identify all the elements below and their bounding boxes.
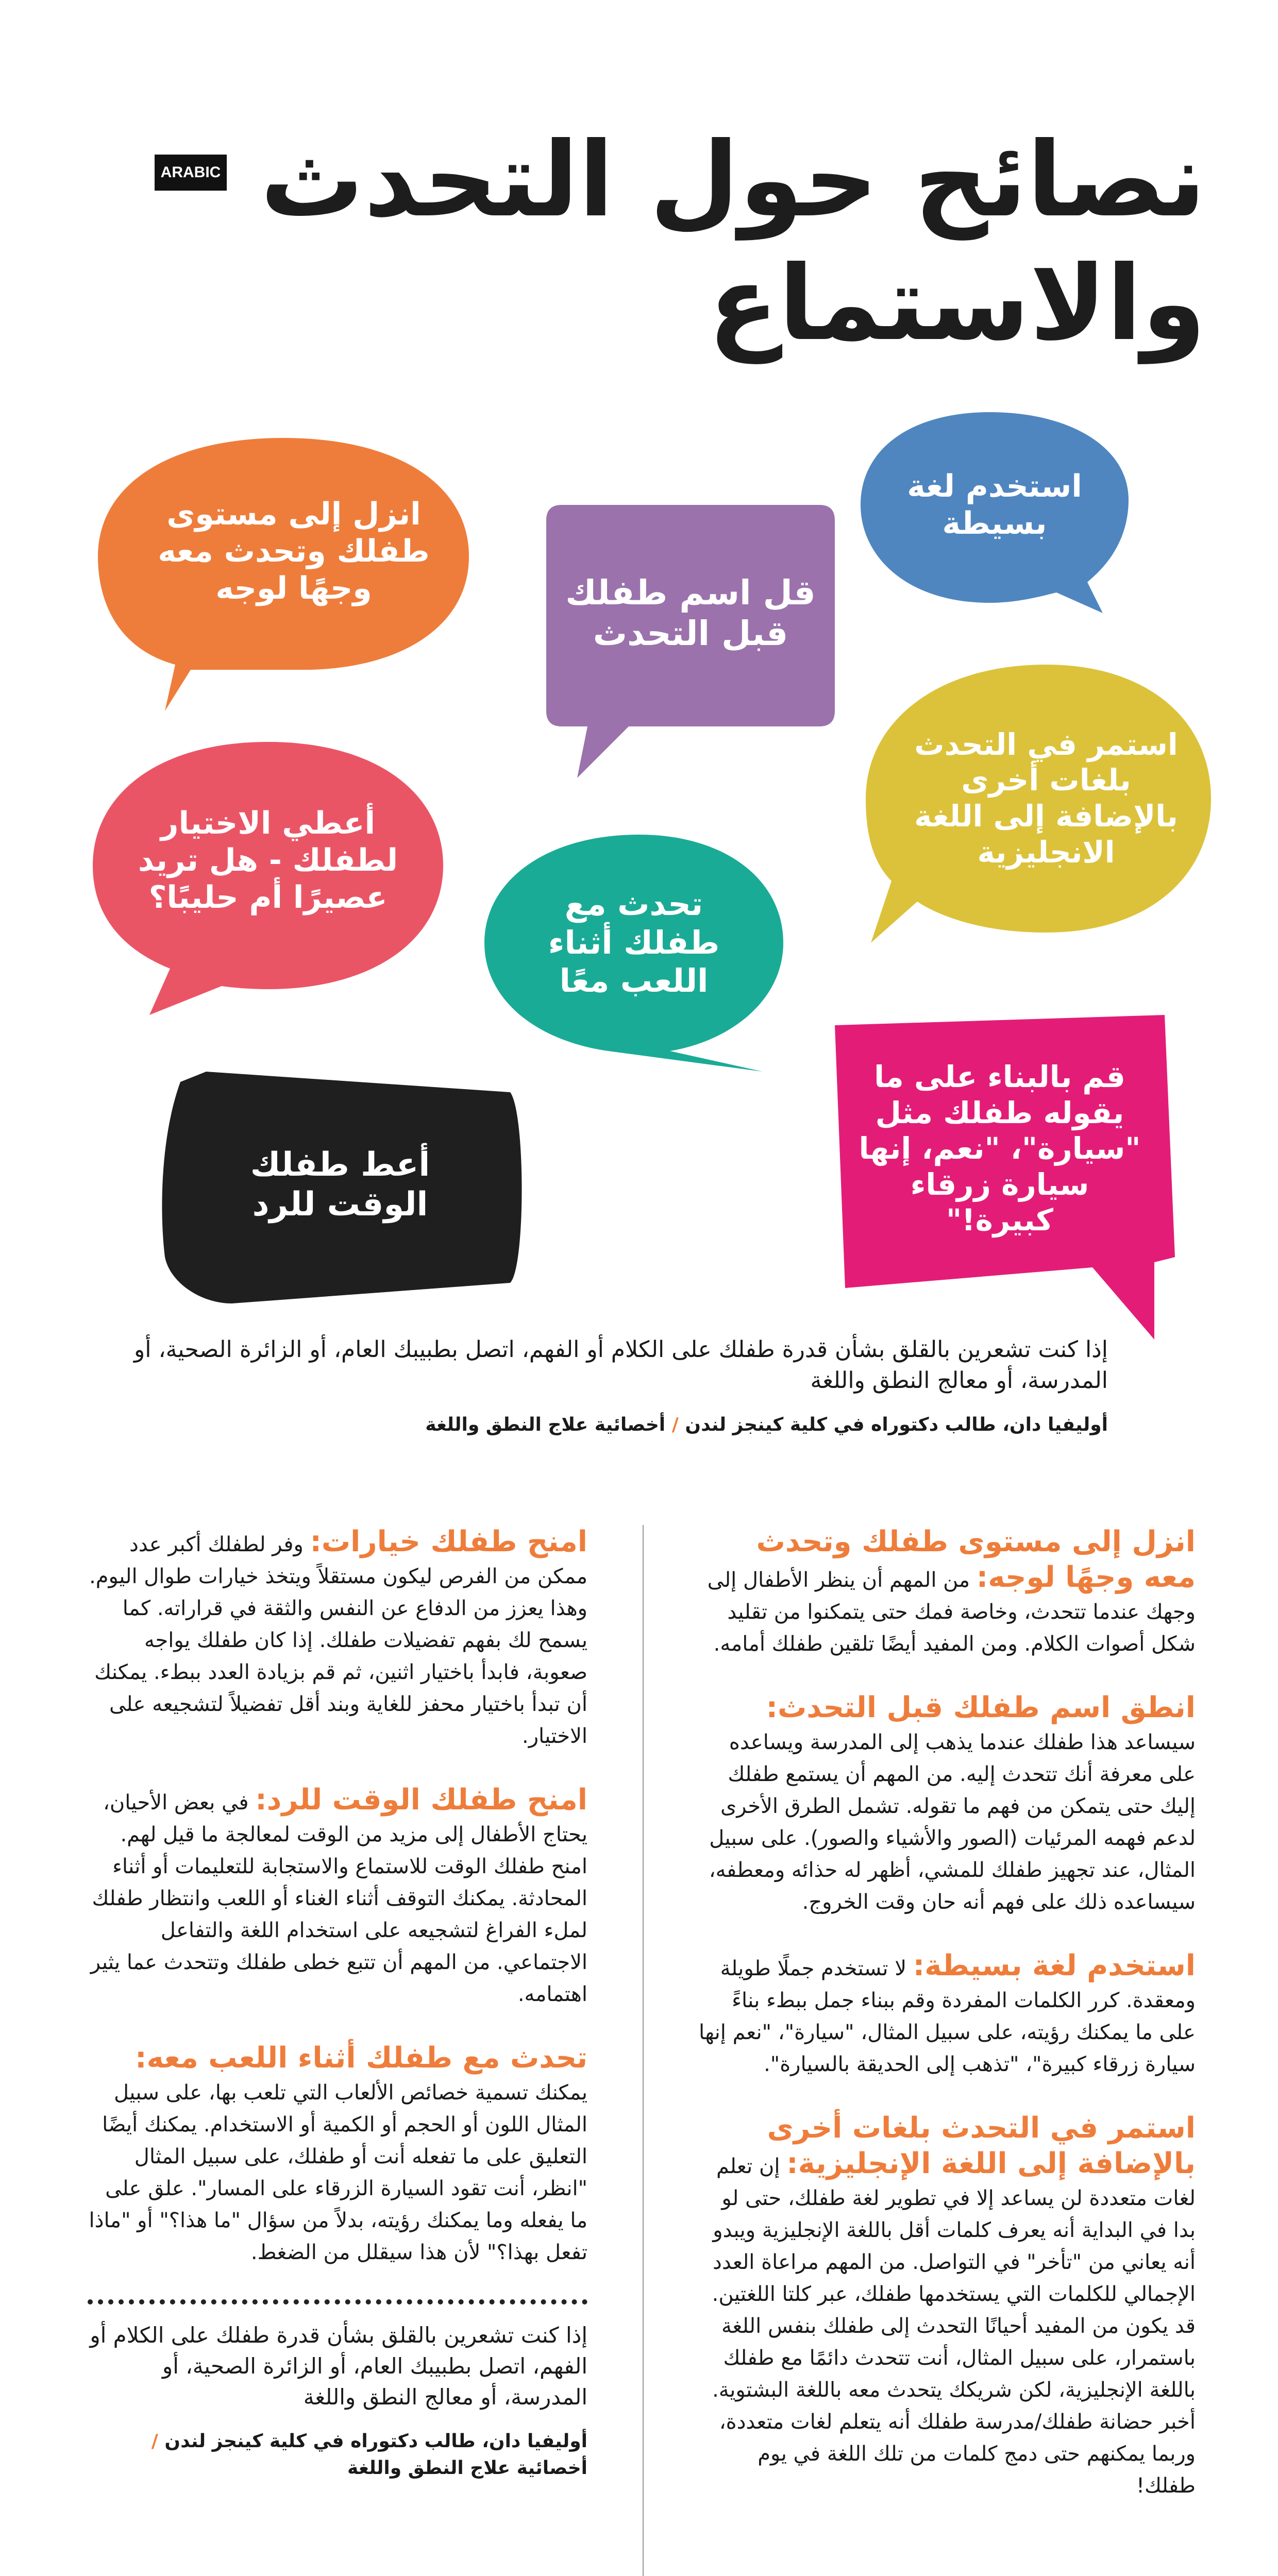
bubble-text: قل اسم طفلك قبل التحدث xyxy=(565,572,816,653)
bubble-talk-play xyxy=(474,824,794,1077)
bubble-build-on xyxy=(814,1010,1185,1345)
column-divider xyxy=(643,1525,644,2576)
tips-column-left xyxy=(88,1525,587,2482)
tip-body: يمكنك تسمية خصائص الألعاب التي تلعب بها، على سبيل المثال اللون أو الحجم أو الكمية أو الاستخدام. يمكنك أيضًا التعليق على ما تفعله أنت أو طفلك، على سبيل المثال "انظر، أنت تقود السيارة الزرقاء على المسار". علق على ما يفعله وما يمكنك رؤيته، بدلاً من سؤال "ما هذا؟" أو "ماذا تفعل بهذا؟" لأن هذا سيقلل من الضغط. xyxy=(89,2081,587,2264)
tip-heading: انزل إلى مستوى طفلك وتحدث معه وجهًا لوجه: xyxy=(756,1525,1196,1594)
language-badge: ARABIC xyxy=(155,155,227,191)
tip-heading: امنح طفلك الوقت للرد: xyxy=(255,1783,587,1817)
tip-section xyxy=(696,1691,1196,1918)
tip-heading: امنح طفلك خيارات: xyxy=(310,1525,587,1558)
bubble-give-choice xyxy=(82,732,453,1020)
author-role: أخصائية علاج النطق واللغة xyxy=(347,2458,587,2479)
author-role: أخصائية علاج النطق واللغة xyxy=(425,1414,666,1435)
page-title xyxy=(175,118,1206,366)
bubble-text: أعط طفلك الوقت للرد xyxy=(250,1146,430,1224)
tip-body: إن تعلم لغات متعددة لن يساعد إلا في تطوير لغة طفلك، حتى لو بدا في البداية أنه يعرف كلمات أقل باللغة الإنجليزية ويبدو أنه يعاني من "تأخر" في التواصل. من المهم مراعاة العدد الإجمالي للكلمات التي يستخدمها طفلك، عبر كلتا اللغتين. قد يكون من المفيد أحيانًا التحدث إلى طفلك بنفس اللغة باستمرار، على سبيل المثال، أنت تتحدث دائمًا مع طفلك باللغة الإنجليزية، لكن شريكك يتحدث معه باللغة البشتوية. أخبر حضانة طفلك/مدرسة طفلك أنه يتعلم لغات متعددة، وربما يمكنهم حتى دمج كلمات من تلك اللغة في يوم طفلك! xyxy=(712,2155,1196,2498)
tip-body: لا تستخدم جملًا طويلة ومعقدة. كرر الكلمات المفردة وقم ببناء جمل ببطء بناءً على ما يمكنك رؤيته، على سبيل المثال، "سيارة"، "نعم إنها سيارة زرقاء كبيرة"، "تذهب إلى الحديقة بالسيارة". xyxy=(699,1957,1196,2076)
bubble-other-languages xyxy=(850,654,1221,953)
author-name: أوليفيا دان، طالب دكتوراه في كلية كينجز لندن xyxy=(685,1414,1108,1435)
title-line-1: نصائح حول التحدث xyxy=(260,120,1206,240)
tip-heading: تحدث مع طفلك أثناء اللعب معه: xyxy=(135,2041,587,2075)
bubble-say-name xyxy=(531,495,840,783)
tip-body: وفر لطفلك أكبر عدد ممكن من الفرص ليكون مستقلاً ويتخذ خيارات طوال اليوم. وهذا يعزز من الدفاع عن النفس والثقة في قراراته. كما يسمح لك بفهم تفضيلات طفلك. إذا كان طفلك يواجه صعوبة، فابدأ باختيار اثنين، ثم قم بزيادة العدد ببطء. يمكنك أن تبدأ باختيار محفز للغاية وبند أقل تفضيلاً لتشجيعه على الاختيار. xyxy=(89,1533,587,1748)
author-byline xyxy=(88,2428,587,2482)
intro-text: إذا كنت تشعرين بالقلق بشأن قدرة طفلك على الكلام أو الفهم، اتصل بطبيبك العام، أو الزائرة الصحية، أو المدرسة، أو معالج النطق واللغة xyxy=(133,1336,1108,1394)
tips-column-right xyxy=(696,1525,1196,2533)
tip-body: من المهم أن ينظر الأطفال إلى وجهك عندما تتحدث، وخاصة فمك حتى يتمكنوا من تقليد شكل أصوات الكلام. ومن المفيد أيضًا تلقين طفلك أمامه. xyxy=(707,1568,1196,1656)
tip-section xyxy=(88,2041,587,2268)
author-name: أوليفيا دان، طالب دكتوراه في كلية كينجز لندن xyxy=(164,2431,587,2452)
bubble-text: استخدم لغة بسيطة xyxy=(907,468,1082,541)
tip-heading: استخدم لغة بسيطة: xyxy=(913,1949,1196,1982)
bubble-give-time xyxy=(149,1061,531,1319)
author-byline xyxy=(103,1414,1108,1435)
bubble-get-down xyxy=(88,428,479,716)
tip-heading: انطق اسم طفلك قبل التحدث: xyxy=(766,1691,1196,1724)
bubble-text: أعطي الاختيار لطفلك - هل تريد عصيرًا أم حليبًا؟ xyxy=(138,805,398,916)
concern-note: إذا كنت تشعرين بالقلق بشأن قدرة طفلك على الكلام أو الفهم، اتصل بطبيبك العام، أو الزائرة الصحية، أو المدرسة، أو معالج النطق واللغة xyxy=(90,2323,587,2410)
tip-heading: استمر في التحدث بلغات أخرى بالإضافة إلى اللغة الإنجليزية: xyxy=(767,2111,1196,2180)
tip-section xyxy=(88,1525,587,1752)
bubble-text: تحدث مع طفلك أثناء اللعب معًا xyxy=(548,885,720,1000)
title-line-2: والاستماع xyxy=(708,244,1206,364)
tip-section xyxy=(696,2111,1196,2502)
bubble-text: قم بالبناء على ما يقوله طفلك مثل "سيارة"، "نعم، إنها سيارة زرقاء كبيرة!" xyxy=(859,1059,1141,1238)
bubble-simple-language xyxy=(850,402,1139,618)
tip-section xyxy=(696,1525,1196,1660)
bubble-text: انزل إلى مستوى طفلك وتحدث معه وجهًا لوجه xyxy=(158,496,430,606)
dotted-divider xyxy=(88,2299,587,2304)
tip-body: سيساعد هذا طفلك عندما يذهب إلى المدرسة ويساعده على معرفة أنك تتحدث إليه. من المهم أن يستمع طفلك إليك حتى يتمكن من فهم ما تقوله. تشمل الطرق الأخرى لدعم فهمه المرئيات (الصور والأشياء والصور). على سبيل المثال، عند تجهيز طفلك للمشي، أظهر له حذائه ومعطفه، سيساعده ذلك على فهم أنه حان وقت الخروج. xyxy=(709,1731,1196,1914)
tip-body: في بعض الأحيان، يحتاج الأطفال إلى مزيد من الوقت لمعالجة ما قيل لهم. امنح طفلك الوقت للاستماع والاستجابة للتعليمات أو أثناء المحادثة. يمكنك التوقف أثناء الغناء أو اللعب وانتظار طفلك لملء الفراغ لتشجيعه على استخدام اللغة والتفاعل الاجتماعي. من المهم أن تتبع خطى طفلك وتتحدث عما يثير اهتمامه. xyxy=(90,1791,587,2006)
byline-separator: / xyxy=(671,1414,679,1435)
tip-section xyxy=(696,1949,1196,2080)
tip-section xyxy=(88,1783,587,2010)
byline-separator: / xyxy=(151,2431,158,2452)
bubble-text: استمر في التحدث بلغات أخرى بالإضافة إلى اللغة الانجليزية xyxy=(914,726,1178,870)
